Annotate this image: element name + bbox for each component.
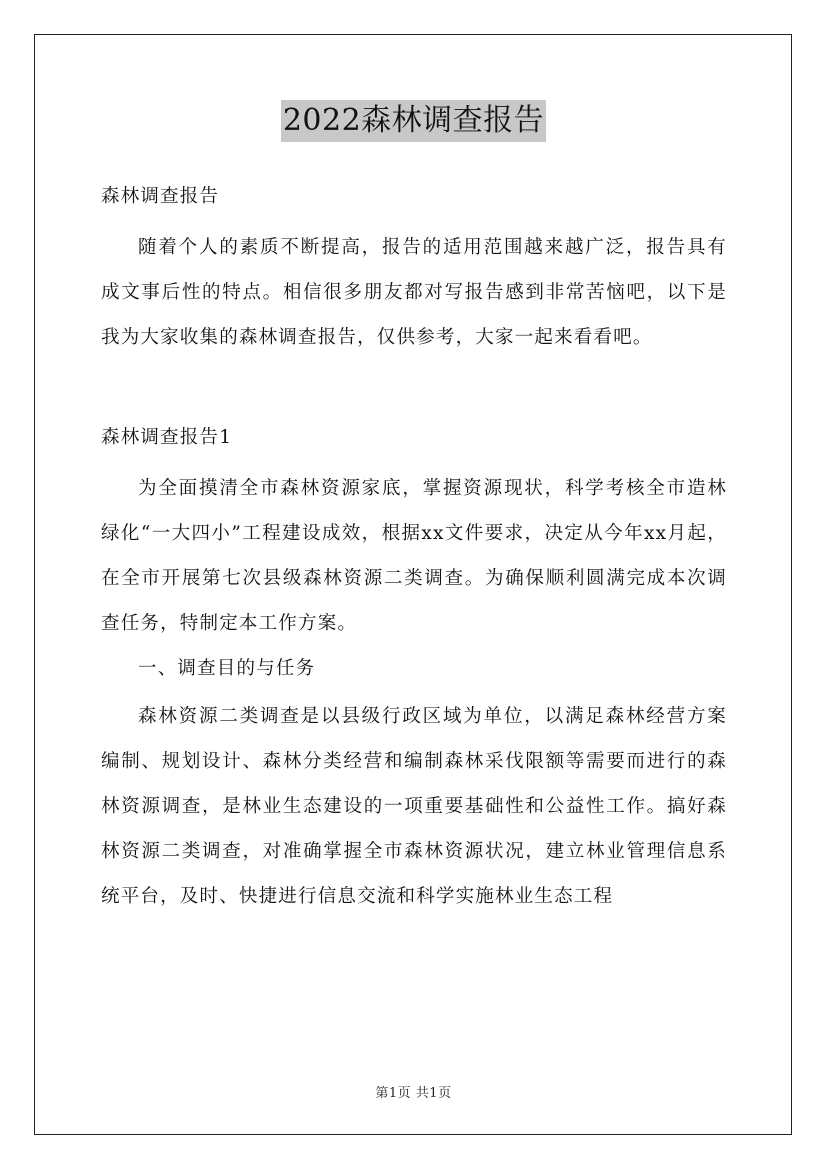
document-body <box>101 174 727 919</box>
intro-heading: 森林调查报告 <box>101 186 220 207</box>
intro-paragraph: 随着个人的素质不断提高，报告的适用范围越来越广泛，报告具有成文事后性的特点。相信很多朋友都对写报告感到非常苦恼吧，以下是我为大家收集的森林调查报告，仅供参考，大家一起来看看吧。 <box>101 237 727 348</box>
subsection1-heading: 一、调查目的与任务 <box>138 658 316 679</box>
section1-heading: 森林调查报告1 <box>101 427 233 448</box>
subsection1-paragraph: 森林资源二类调查是以县级行政区域为单位，以满足森林经营方案编制、规划设计、森林分类经营和编制森林采伐限额等需要而进行的森林资源调查，是林业生态建设的一项重要基础性和公益性工作。搞好森林资源二类调查，对准确掌握全市森林资源状况，建立林业管理信息系统平台，及时、快捷进行信息交流和科学实施林业生态工程 <box>101 706 727 907</box>
document-title: 2022森林调查报告 <box>281 100 546 142</box>
section1-paragraph: 为全面摸清全市森林资源家底，掌握资源现状，科学考核全市造林绿化“一大四小”工程建设成效，根据xx文件要求，决定从今年xx月起，在全市开展第七次县级森林资源二类调查。为确保顺利圆满完成本次调查任务，特制定本工作方案。 <box>101 478 727 634</box>
blank-line <box>101 360 727 415</box>
page-footer: 第1页 共1页 <box>375 1086 452 1101</box>
title-container <box>0 100 827 142</box>
